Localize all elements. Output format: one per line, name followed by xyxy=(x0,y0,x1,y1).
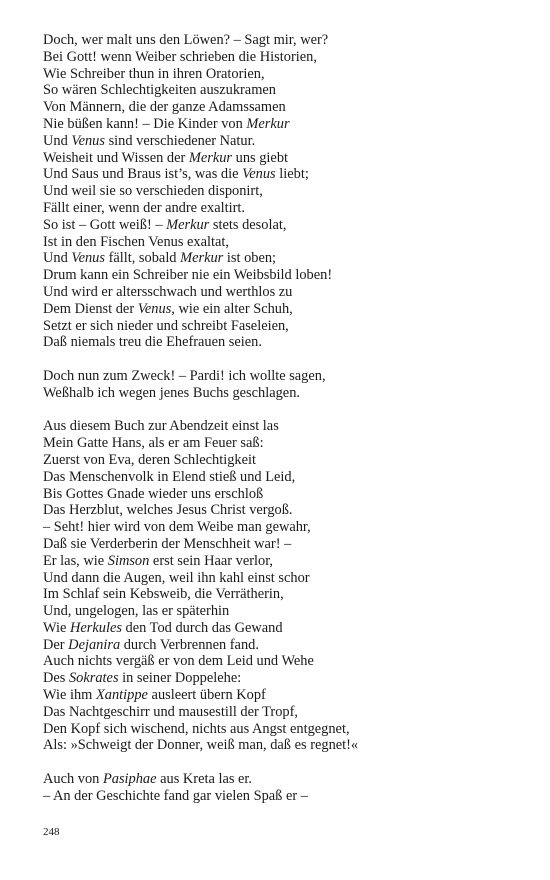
italic-name: Pasiphae xyxy=(102,771,157,788)
verse-line xyxy=(43,418,533,435)
line-text: Und, ungelogen, las er späterhin xyxy=(43,603,230,620)
italic-name: Venus, xyxy=(137,300,175,317)
verse-line xyxy=(43,687,533,704)
line-text: wie ein alter Schuh, xyxy=(174,300,293,317)
line-text: Wie xyxy=(43,619,70,636)
verse-line xyxy=(43,553,533,570)
verse-line xyxy=(43,385,533,402)
line-text: aus Kreta las er. xyxy=(156,771,253,788)
line-text: stets desolat, xyxy=(209,216,287,233)
verse-line xyxy=(43,368,533,385)
italic-name: Venus xyxy=(71,250,105,267)
verse-line xyxy=(43,704,533,721)
line-text: Er las, wie xyxy=(43,552,108,569)
line-text: Drum kann ein Schreiber nie ein Weibsbild loben! xyxy=(43,267,333,284)
verse-line xyxy=(43,586,533,603)
verse-line xyxy=(43,334,533,351)
line-text: uns giebt xyxy=(232,149,289,166)
line-text: – An der Geschichte fand gar vielen Spaß er – xyxy=(43,787,308,804)
verse-line xyxy=(43,267,533,284)
line-text: Weisheit und Wissen der xyxy=(43,149,189,166)
verse-line xyxy=(43,284,533,301)
verse-line xyxy=(43,536,533,553)
italic-name: Venus xyxy=(242,166,276,183)
italic-name: Merkur xyxy=(180,250,224,267)
verse-line xyxy=(43,486,533,503)
line-text: Daß niemals treu die Ehefrauen seien. xyxy=(43,334,262,351)
stanza xyxy=(43,418,533,754)
line-text: So wären Schlechtigkeiten auszukramen xyxy=(43,82,276,99)
verse-line xyxy=(43,502,533,519)
verse-line xyxy=(43,200,533,217)
line-text: Das Menschenvolk in Elend stieß und Leid, xyxy=(43,468,296,485)
verse-line xyxy=(43,570,533,587)
poem-body xyxy=(43,32,533,821)
line-text: in seiner Doppelehe: xyxy=(118,670,242,687)
verse-line xyxy=(43,653,533,670)
line-text: Mein Gatte Hans, als er am Feuer saß: xyxy=(43,435,264,452)
line-text: Doch, wer malt uns den Löwen? – Sagt mir, wer? xyxy=(43,32,329,48)
stanza xyxy=(43,32,533,351)
line-text: Nie büßen kann! – Die Kinder von xyxy=(43,115,247,132)
line-text: – Seht! hier wird von dem Weibe man gewahr, xyxy=(43,519,311,536)
verse-line xyxy=(43,637,533,654)
line-text: Und xyxy=(43,250,72,267)
verse-line xyxy=(43,166,533,183)
line-text: Bis Gottes Gnade wieder uns erschloß xyxy=(43,485,264,502)
verse-line xyxy=(43,721,533,738)
line-text: Das Herzblut, welches Jesus Christ vergoß. xyxy=(43,502,293,519)
verse-line xyxy=(43,49,533,66)
verse-line xyxy=(43,82,533,99)
verse-line xyxy=(43,217,533,234)
line-text: Wie Schreiber thun in ihren Oratorien, xyxy=(43,65,265,82)
line-text: Weßhalb ich wegen jenes Buchs geschlagen. xyxy=(43,384,300,401)
italic-name: Simson xyxy=(107,552,150,569)
verse-line xyxy=(43,301,533,318)
verse-line xyxy=(43,66,533,83)
verse-line xyxy=(43,788,533,805)
line-text: Daß sie Verderberin der Menschheit war! – xyxy=(43,535,292,552)
line-text: Fällt einer, wenn der andre exaltirt. xyxy=(43,199,246,216)
italic-name: Dejanira xyxy=(68,636,121,653)
line-text: Als: »Schweigt der Donner, weiß man, daß es regnet!« xyxy=(43,737,359,754)
line-text: liebt; xyxy=(275,166,309,183)
verse-line xyxy=(43,670,533,687)
verse-line xyxy=(43,435,533,452)
line-text: erst sein Haar verlor, xyxy=(149,552,274,569)
italic-name: Sokrates xyxy=(68,670,119,687)
stanza xyxy=(43,771,533,805)
verse-line xyxy=(43,452,533,469)
line-text: den Tod durch das Gewand xyxy=(121,619,283,636)
line-text: Und dann die Augen, weil ihn kahl einst schor xyxy=(43,569,310,586)
line-text: Und xyxy=(43,132,72,149)
line-text: Aus diesem Buch zur Abendzeit einst las xyxy=(43,418,279,435)
line-text: sind verschiedener Natur. xyxy=(104,132,256,149)
line-text: Von Männern, die der ganze Adamssamen xyxy=(43,99,286,116)
italic-name: Xantippe xyxy=(95,687,148,704)
verse-line xyxy=(43,116,533,133)
line-text: Der xyxy=(43,636,69,653)
italic-name: Merkur xyxy=(166,216,210,233)
verse-line xyxy=(43,32,533,49)
verse-line xyxy=(43,603,533,620)
line-text: Des xyxy=(43,670,69,687)
line-text: Dem Dienst der xyxy=(43,300,138,317)
italic-name: Herkules xyxy=(70,619,122,636)
verse-line xyxy=(43,234,533,251)
line-text: Auch nichts vergäß er von dem Leid und Wehe xyxy=(43,653,314,670)
verse-line xyxy=(43,771,533,788)
page-number: 248 xyxy=(43,826,60,838)
verse-line xyxy=(43,99,533,116)
italic-name: Merkur xyxy=(188,149,233,166)
italic-name: Venus xyxy=(71,132,105,149)
verse-line xyxy=(43,183,533,200)
line-text: Auch von xyxy=(43,771,103,788)
line-text: Bei Gott! wenn Weiber schrieben die Historien, xyxy=(43,48,317,65)
line-text: fällt, sobald xyxy=(104,250,181,267)
line-text: Im Schlaf sein Kebsweib, die Verrätherin, xyxy=(43,586,284,603)
line-text: Und weil sie so verschieden disponirt, xyxy=(43,183,263,200)
line-text: Ist in den Fischen Venus exaltat, xyxy=(43,233,229,250)
line-text: So ist – Gott weiß! – xyxy=(43,216,167,233)
verse-line xyxy=(43,150,533,167)
verse-line xyxy=(43,737,533,754)
line-text: durch Verbrennen fand. xyxy=(120,636,259,653)
verse-line xyxy=(43,250,533,267)
line-text: Das Nachtgeschirr und mausestill der Tropf, xyxy=(43,703,298,720)
line-text: ausleert übern Kopf xyxy=(147,687,266,704)
line-text: ist oben; xyxy=(223,250,277,267)
italic-name: Merkur xyxy=(246,115,290,132)
line-text: Den Kopf sich wischend, nichts aus Angst entgegnet, xyxy=(43,720,350,737)
verse-line xyxy=(43,620,533,637)
line-text: Zuerst von Eva, deren Schlechtigkeit xyxy=(43,451,256,468)
line-text: Und wird er altersschwach und werthlos zu xyxy=(43,283,293,300)
line-text: Wie ihm xyxy=(43,687,96,704)
verse-line xyxy=(43,133,533,150)
stanza xyxy=(43,368,533,402)
line-text: Und Saus und Braus ist’s, was die xyxy=(43,166,243,183)
verse-line xyxy=(43,318,533,335)
line-text: Doch nun zum Zweck! – Pardi! ich wollte sagen, xyxy=(43,367,326,384)
line-text: Setzt er sich nieder und schreibt Faseleien, xyxy=(43,317,289,334)
verse-line xyxy=(43,519,533,536)
verse-line xyxy=(43,469,533,486)
